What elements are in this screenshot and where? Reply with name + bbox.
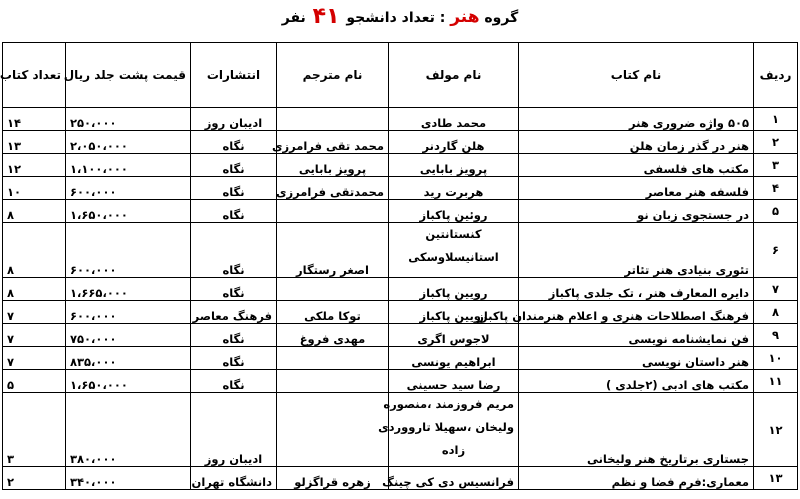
cell-row: ۴ xyxy=(754,177,798,200)
cell-qty: ۵ xyxy=(3,370,66,393)
cell-author-line: زاده xyxy=(441,443,466,457)
page-title xyxy=(0,4,800,31)
cell-author: رویین پاکباز xyxy=(389,278,519,301)
title-suffix: نفر xyxy=(281,10,306,26)
cell-row: ۱ xyxy=(754,108,798,131)
cell-book: تئوری بنیادی هنر تئاتر xyxy=(519,223,754,278)
table-row xyxy=(3,278,798,301)
cell-author: رویین پاکباز xyxy=(389,301,519,324)
cell-translator: توکا ملکی xyxy=(277,301,389,324)
col-header-publisher: انتشارات xyxy=(191,43,277,108)
cell-qty: ۷ xyxy=(3,301,66,324)
col-header-author: نام مولف xyxy=(389,43,519,108)
cell-book: مکتب های فلسفی xyxy=(519,154,754,177)
cell-author: ابراهیم یونسی xyxy=(389,347,519,370)
table-row xyxy=(3,324,798,347)
cell-author xyxy=(389,223,519,278)
table-row xyxy=(3,154,798,177)
col-header-translator: نام مترجم xyxy=(277,43,389,108)
cell-publisher: نگاه xyxy=(191,347,277,370)
cell-translator: زهره قراگزلو xyxy=(277,467,389,490)
cell-book: فن نمایشنامه نویسی xyxy=(519,324,754,347)
cell-book: هنر در گذر زمان هلن xyxy=(519,131,754,154)
cell-row: ۵ xyxy=(754,200,798,223)
cell-qty: ۱۲ xyxy=(3,154,66,177)
cell-publisher: دانشگاه تهران xyxy=(191,467,277,490)
col-header-price: قیمت پشت جلد ریال xyxy=(66,43,191,108)
cell-translator: محمدتقی فرامرزی xyxy=(277,177,389,200)
cell-book: فرهنگ اصطلاحات هنری و اعلام هنرمندان پاکباز xyxy=(519,301,754,324)
cell-author xyxy=(378,393,519,467)
table-row xyxy=(3,200,798,223)
table-body xyxy=(3,108,798,490)
cell-price: ۱،۶۵۰،۰۰۰ xyxy=(66,370,191,393)
table-header-row xyxy=(3,43,798,108)
title-count: ۴۱ xyxy=(312,4,340,29)
cell-author: رضا سید حسینی xyxy=(389,370,519,393)
cell-row: ۷ xyxy=(754,278,798,301)
cell-publisher: ادیبان روز xyxy=(191,108,277,131)
cell-qty: ۸ xyxy=(3,200,66,223)
cell-qty: ۷ xyxy=(3,324,66,347)
cell-book: در جستجوی زبان نو xyxy=(519,200,754,223)
table-row xyxy=(3,370,798,393)
cell-translator: پرویز بابایی xyxy=(277,154,389,177)
cell-author: هربرت رید xyxy=(389,177,519,200)
title-middle: : تعداد دانشجو xyxy=(346,10,446,26)
cell-translator: اصغر رستگار xyxy=(277,223,389,278)
table-row xyxy=(3,223,798,278)
cell-price: ۶۰۰،۰۰۰ xyxy=(66,223,191,278)
cell-row: ۳ xyxy=(754,154,798,177)
cell-author-line: کنستانتین xyxy=(425,227,482,241)
cell-publisher: نگاه xyxy=(191,200,277,223)
table-row xyxy=(3,393,798,467)
cell-book: مکتب های ادبی (۲جلدی ) xyxy=(519,370,754,393)
cell-book: معماری:فرم فضا و نظم xyxy=(519,467,754,490)
cell-author: هلن گاردنر xyxy=(389,131,519,154)
table-row xyxy=(3,177,798,200)
books-table xyxy=(2,42,798,490)
cell-row: ۱۲ xyxy=(754,393,798,467)
col-header-qty: تعداد کتاب xyxy=(3,43,66,108)
cell-publisher: نگاه xyxy=(191,324,277,347)
cell-price: ۱،۶۵۰،۰۰۰ xyxy=(66,200,191,223)
cell-author: محمد طادی xyxy=(389,108,519,131)
cell-translator xyxy=(277,200,389,223)
table-row xyxy=(3,108,798,131)
cell-row: ۹ xyxy=(754,324,798,347)
cell-row: ۱۱ xyxy=(754,370,798,393)
cell-publisher: نگاه xyxy=(191,370,277,393)
cell-qty: ۱۰ xyxy=(3,177,66,200)
cell-book: هنر داستان نویسی xyxy=(519,347,754,370)
cell-qty: ۲ xyxy=(3,467,66,490)
cell-qty: ۸ xyxy=(3,223,66,278)
cell-qty: ۱۳ xyxy=(3,131,66,154)
cell-price: ۷۵۰،۰۰۰ xyxy=(66,324,191,347)
cell-row: ۸ xyxy=(754,301,798,324)
cell-author: لاجوس اگری xyxy=(389,324,519,347)
cell-translator xyxy=(277,347,389,370)
cell-publisher: نگاه xyxy=(191,223,277,278)
cell-qty: ۸ xyxy=(3,278,66,301)
table-row xyxy=(3,131,798,154)
cell-author: فرانسیس دی کی چینگ xyxy=(389,467,519,490)
col-header-row: ردیف xyxy=(754,43,798,108)
cell-publisher: نگاه xyxy=(191,177,277,200)
cell-book: ۵۰۵ واژه ضروری هنر xyxy=(519,108,754,131)
cell-price: ۶۰۰،۰۰۰ xyxy=(66,301,191,324)
cell-qty: ۱۴ xyxy=(3,108,66,131)
cell-price: ۳۴۰،۰۰۰ xyxy=(66,467,191,490)
cell-book: فلسفه هنر معاصر xyxy=(519,177,754,200)
cell-price: ۲۵۰،۰۰۰ xyxy=(66,108,191,131)
cell-price: ۸۳۵،۰۰۰ xyxy=(66,347,191,370)
cell-author-line: مریم فروزمند ،منصوره xyxy=(383,397,514,411)
table-row xyxy=(3,467,798,490)
cell-publisher: ادیبان روز xyxy=(191,393,277,467)
table-row xyxy=(3,301,798,324)
cell-translator xyxy=(277,108,389,131)
cell-price: ۳۸۰،۰۰۰ xyxy=(66,393,191,467)
cell-row: ۶ xyxy=(754,223,798,278)
cell-author: روئین پاکباز xyxy=(389,200,519,223)
col-header-book: نام کتاب xyxy=(519,43,754,108)
cell-translator xyxy=(277,370,389,393)
cell-author-line: استانیسلاوسکی xyxy=(408,250,499,264)
cell-qty: ۳ xyxy=(3,393,66,467)
title-prefix: گروه xyxy=(484,10,519,26)
cell-publisher: نگاه xyxy=(191,278,277,301)
cell-price: ۱،۶۶۵،۰۰۰ xyxy=(66,278,191,301)
cell-row: ۲ xyxy=(754,131,798,154)
table-row xyxy=(3,347,798,370)
cell-qty: ۷ xyxy=(3,347,66,370)
cell-price: ۱،۱۰۰،۰۰۰ xyxy=(66,154,191,177)
title-group: هنر xyxy=(450,7,480,27)
cell-publisher: نگاه xyxy=(191,131,277,154)
cell-translator: محمد تقی فرامرزی xyxy=(277,131,389,154)
cell-price: ۲،۰۵۰،۰۰۰ xyxy=(66,131,191,154)
cell-price: ۶۰۰،۰۰۰ xyxy=(66,177,191,200)
cell-translator xyxy=(277,393,389,467)
cell-row: ۱۳ xyxy=(754,467,798,490)
cell-row: ۱۰ xyxy=(754,347,798,370)
cell-book: دایره المعارف هنر ، تک جلدی پاکباز xyxy=(519,278,754,301)
cell-translator: مهدی فروغ xyxy=(277,324,389,347)
cell-publisher: نگاه xyxy=(191,154,277,177)
cell-publisher: فرهنگ معاصر xyxy=(191,301,277,324)
cell-author-line: ولیخان ،سهیلا تارووردی xyxy=(378,420,514,434)
cell-translator xyxy=(277,278,389,301)
cell-author: پرویز بابایی xyxy=(389,154,519,177)
cell-book: جستاری برتاریخ هنر ولیخانی xyxy=(519,393,754,467)
